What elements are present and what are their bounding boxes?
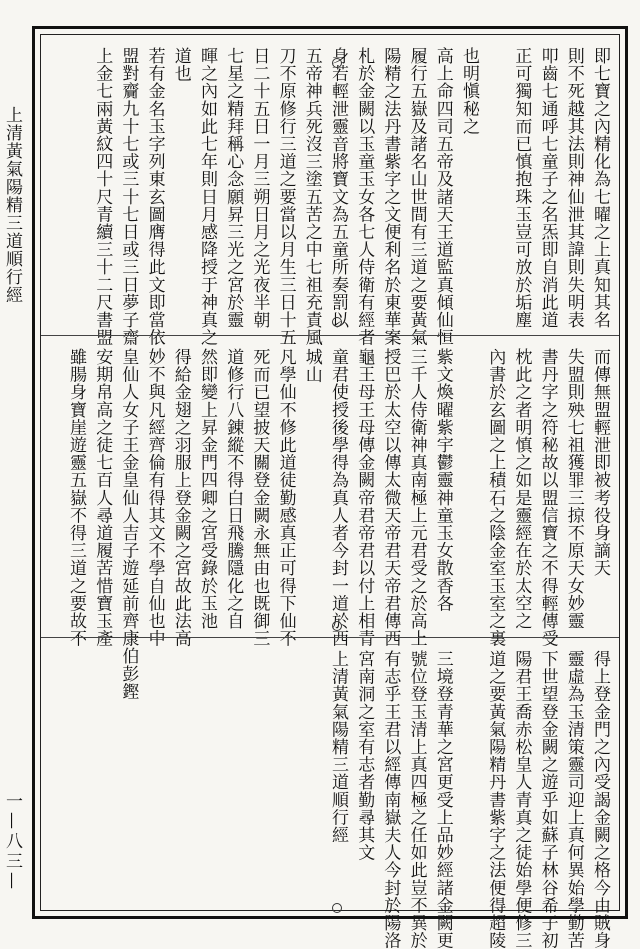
text-column: 然即變上昇金門四卿之宮受錄於玉池 [197,348,217,630]
text-column: 書丹字之符秘故以盟信寶之不得輕傳受 [537,348,558,648]
text-column: 即七寶之內精化為七曜之上真知其名 [590,47,610,329]
text-column: 也明愼秘之 [459,47,479,135]
section-marker [332,58,342,68]
text-column: 刀不原修行三道之要當以月生三日十五 [275,47,296,347]
running-title: 上清黃氣陽精三道順行經 [2,106,22,304]
text-column: 內書於玄圖之上積石之陰金室玉室之裏 [485,348,506,648]
text-column: 札於金闕以玉童玉女各七人侍衛有經者 [354,47,375,347]
text-column: 上清黃氣陽精三道順行經 [328,650,348,844]
text-column: 靈虛為玉清策靈司迎上真何異始學勤苦 [563,650,584,949]
text-column: 陽君王喬赤松皇人青真之徒始學便修三 [511,650,532,949]
text-column: 宮南洞之室有志者勤尋其文 [354,650,375,862]
section-marker [332,621,342,631]
text-column: 龜王母王母傳金闕帝君帝君以付上相青 [354,348,375,648]
text-column: 七星之精拜稱心念願昇三光之宮於靈 [223,47,244,329]
text-column: 號位登玉清上真四極之任如此豈不異於 [406,650,427,949]
text-column: 三境登青華之宮更受上品妙經諸金闕更 [432,650,453,949]
text-column: 得給金翅之羽服上登金闕之宮故此法高 [170,348,191,648]
text-column: 死而已望披天關登金闕永無由也既御三 [249,348,270,648]
text-column: 叩齒七通呼七童子之名炁即自消此道 [537,47,558,329]
text-block-bottom [41,638,619,949]
text-column: 妙不與凡經齊倫有得其文不學自仙也中 [144,348,165,648]
text-column: 則不死越其法則神仙泄其諱則失明表 [563,47,584,329]
text-column: 凡學仙不修此道徒勤感真正可得下仙不 [275,348,296,648]
text-column: 暉之內如此七年則日月感降授于神真之 [197,47,217,347]
text-column: 皇仙人女子王金皇仙人吉子遊延前齊康伯彭鏗 [118,348,139,700]
text-column: 身若輕泄靈音將寶文為五童所奏罰以 [328,47,348,329]
text-column: 道也 [170,47,191,83]
text-area [40,34,620,949]
text-column: 高上命四司五帝及諸天王道監真傾仙恒 [432,47,453,347]
text-column: 失盟則殃七祖獲罪三掠不原天女妙靈 [563,348,584,630]
text-block-middle [41,336,619,700]
text-column: 道修行八錬縱不得白日飛騰隱化之自 [223,348,244,630]
text-column: 授巴於太空以傳太微天帝君天帝君傳西 [380,348,401,648]
text-column: 三千人侍衛神真南極上元君受之於高上 [406,348,427,648]
text-column: 得上登金門之內受謁金闕之格今由賊身 [590,650,610,949]
text-column: 道之要黃氣陽精丹書紫字之法便得超陵 [485,650,506,949]
text-column: 有志乎王君以經傳南嶽夫人今封於陽洛 [380,650,401,949]
text-column: 若有金名玉字列東玄圖膺得此文即當依 [144,47,165,347]
text-column: 五帝神兵死沒三塗五苦之中七祖充責風 [301,47,322,347]
text-column: 陽精之法丹書紫字之文便利名於東華案 [380,47,401,347]
text-column: 安期帛高之徒七百人尋道履苦惜寶玉產 [92,348,113,648]
page-number: 一—八三— [2,792,22,892]
text-column: 紫文煥曜紫宇鬱靈神童玉女散香各 [432,348,453,612]
text-column: 枕此之者明慎之如是靈經在於太空之 [511,348,532,630]
text-column: 正可獨知而已慎抱珠玉豈可放於垢塵 [511,47,532,329]
text-column: 日二十五日一月三朔日月之光夜半朝 [249,47,270,329]
text-column: 城山 [301,348,322,384]
text-column: 而傳無盟輕泄即被考役身謫天 [590,348,610,577]
text-column: 下世望登金闕之遊乎如蘇子林谷希子初 [537,650,558,949]
section-marker [332,903,342,913]
page-frame [32,26,628,949]
text-column: 雖腸身寶崖遊靈五嶽不得三道之要故不 [66,348,86,648]
text-column: 童君使授後學得為真人者今封一道於西 [328,348,348,648]
text-column: 上金七兩黃紋四十尺青續三十二尺書盟 [92,47,113,347]
text-block-top [41,35,619,347]
section-marker [332,317,342,327]
text-column: 盟對齎九十七或三十七日或三日夢子齋 [118,47,139,347]
text-column: 履行五嶽及諸名山世間有三道之要黃氣 [406,47,427,347]
